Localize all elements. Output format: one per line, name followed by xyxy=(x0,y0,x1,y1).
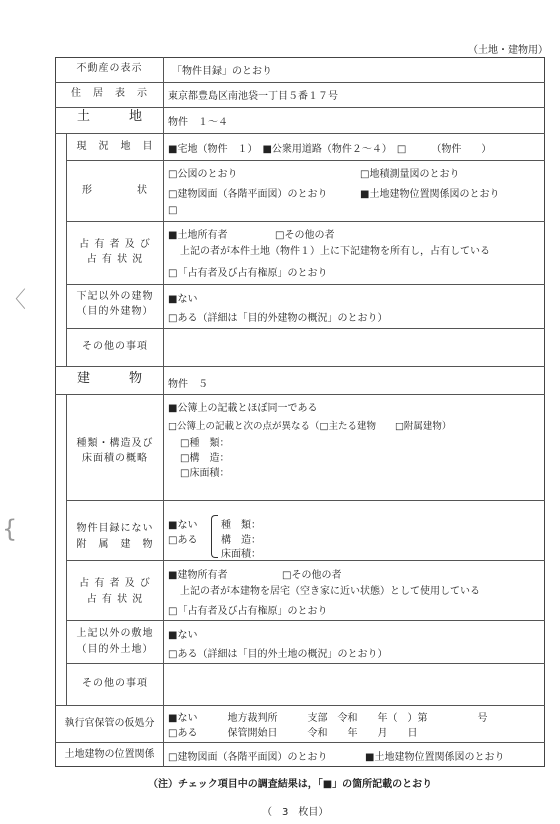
building-occupant-option: □その他の者 xyxy=(282,570,342,581)
land-occupant-option: □その他の者 xyxy=(275,230,335,241)
building-land-label: （目的外土地） xyxy=(76,644,154,655)
building-type-option: ■公簿上の記載とほぼ同一である xyxy=(168,403,318,414)
land-building-label: 下記以外の建物 xyxy=(76,291,154,302)
building-occupant-label: 占 有 者 及 び xyxy=(79,578,151,589)
land-section-title: 土 地 xyxy=(76,109,142,124)
shape-option: □地積測量図のとおり xyxy=(360,169,460,180)
provisional-line: ■ない 地方裁判所 支部 令和 年（ ）第 号 xyxy=(168,713,488,724)
scan-mark: 〈 xyxy=(4,288,27,313)
land-occupant-label: 占 有 状 況 xyxy=(86,254,144,265)
property-value: 「物件目録」のとおり xyxy=(172,66,272,77)
land-occupant-desc: 上記の者が本件土地（物件１）上に下記建物を所有し，占有している xyxy=(180,246,490,257)
land-current-label: 現 況 地 目 xyxy=(76,141,154,152)
land-building-option: □ある（詳細は「目的外建物の概況」のとおり） xyxy=(168,313,388,324)
annex-none-option: ■ない xyxy=(168,520,198,531)
building-occupant-desc: 上記の者が本建物を居宅（空き家に近い状態）として使用している xyxy=(180,586,480,597)
land-occupant-option: ■土地所有者 xyxy=(168,230,228,241)
annex-label: 物件目録にない xyxy=(76,523,154,534)
address-value: 東京都豊島区南池袋一丁目５番１７号 xyxy=(168,91,338,102)
provisional-label: 執行官保管の仮処分 xyxy=(64,718,155,729)
building-item: 物件 ５ xyxy=(168,379,208,390)
property-label: 不動産の表示 xyxy=(76,63,143,74)
shape-option: □公図のとおり xyxy=(168,169,238,180)
land-other-label: その他の事項 xyxy=(82,341,148,352)
footer-note: （注）チェック項目中の調査結果は，「■」の箇所記載のとおり xyxy=(148,779,433,790)
building-occupant-label: 占 有 状 況 xyxy=(86,594,144,605)
annex-label: 附 属 建 物 xyxy=(76,539,154,550)
building-other-label: その他の事項 xyxy=(82,678,148,689)
shape-option: □ xyxy=(168,205,178,216)
land-current-value: ■宅地（物件 １） ■公衆用道路（物件２～４） □ （物件 ） xyxy=(168,144,492,155)
address-label: 住 居 表 示 xyxy=(71,88,148,99)
land-building-label: （目的外建物） xyxy=(76,306,154,317)
building-type-label: 床面積の概略 xyxy=(82,453,148,464)
page-number: （ 3 枚目） xyxy=(262,807,329,818)
land-occupant-option: □「占有者及び占有権原」のとおり xyxy=(168,268,328,279)
land-building-option: ■ない xyxy=(168,294,198,305)
building-occupant-option: ■建物所有者 xyxy=(168,570,228,581)
annex-brace xyxy=(211,515,218,558)
building-type-kind: □種 類： xyxy=(180,438,230,449)
building-type-label: 種類・構造及び xyxy=(76,438,154,449)
location-option: □建物図面（各階平面図）のとおり xyxy=(168,752,328,763)
building-land-label: 上記以外の敷地 xyxy=(76,628,154,639)
shape-option: □建物図面（各階平面図）のとおり xyxy=(168,189,328,200)
provisional-line: □ある 保管開始日 令和 年 月 日 xyxy=(168,728,418,739)
building-type-structure: □構 造： xyxy=(180,453,230,464)
land-item: 物件 １～４ xyxy=(168,117,228,128)
shape-option: ■土地建物位置関係図のとおり xyxy=(360,189,500,200)
land-occupant-label: 占 有 者 及 び xyxy=(79,239,151,250)
form-type-note: （土地・建物用） xyxy=(468,45,548,56)
building-type-area: □床面積： xyxy=(180,468,230,479)
annex-kind: 種 類： xyxy=(221,520,261,531)
building-land-option: ■ない xyxy=(168,630,198,641)
building-occupant-option: □「占有者及び占有権原」のとおり xyxy=(168,606,328,617)
building-land-option: □ある（詳細は「目的外土地の概況」のとおり） xyxy=(168,649,388,660)
annex-structure: 構 造： xyxy=(221,535,261,546)
building-type-option: □公簿上の記載と次の点が異なる（□主たる建物 □附属建物） xyxy=(168,421,452,432)
annex-some-option: □ある xyxy=(168,535,198,546)
location-label: 土地建物の位置関係 xyxy=(64,749,155,760)
annex-area: 床面積： xyxy=(221,549,261,560)
building-section-title: 建 物 xyxy=(76,371,142,386)
location-option: ■土地建物位置関係図のとおり xyxy=(365,752,505,763)
scan-mark: { xyxy=(2,515,18,543)
land-shape-label: 形 状 xyxy=(82,185,148,196)
